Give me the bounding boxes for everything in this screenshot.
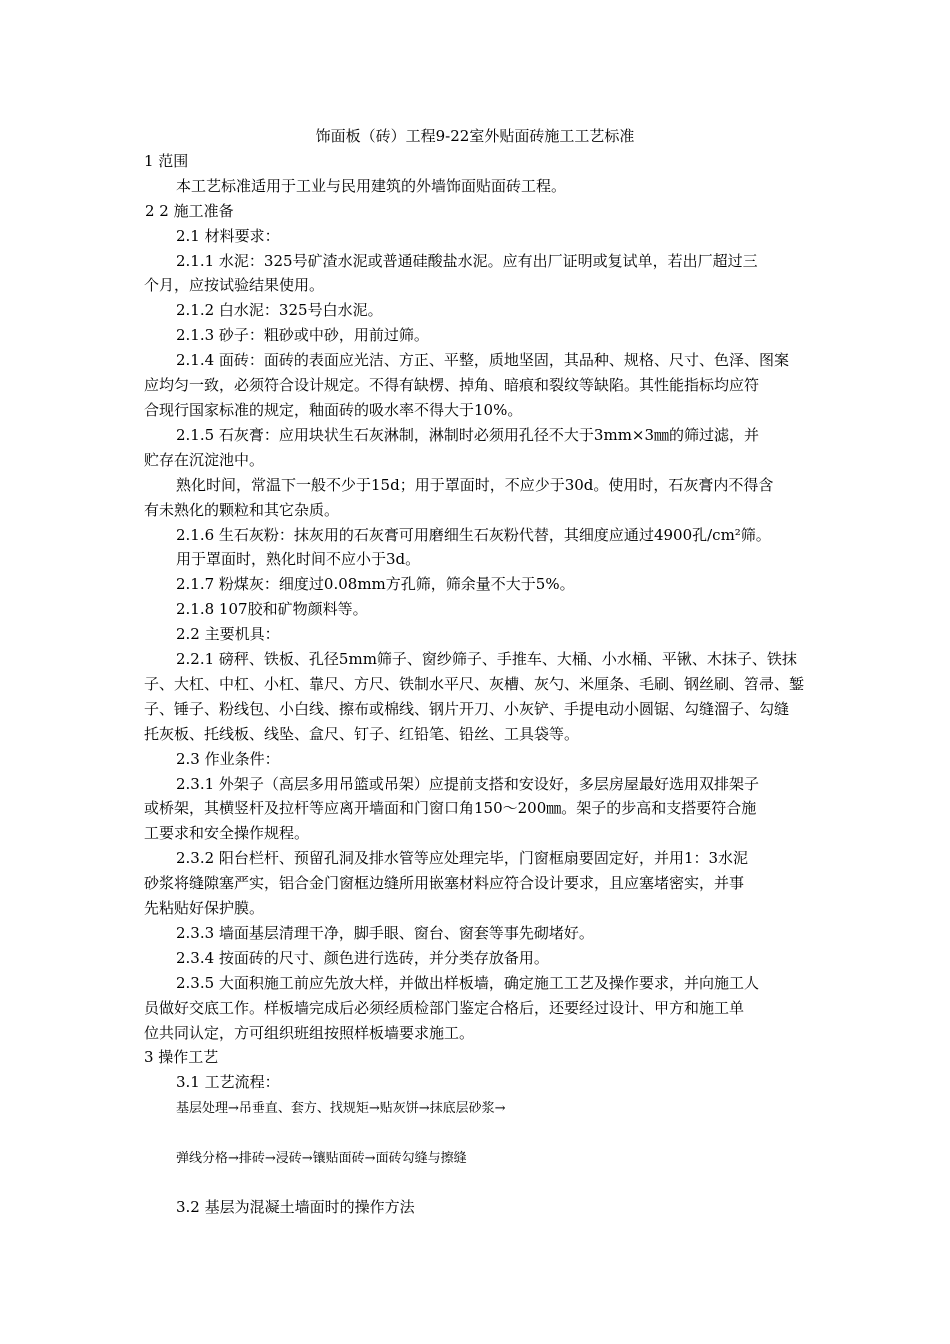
- paragraph-line: 2.1.2 白水泥：325号白水泥。: [176, 301, 383, 319]
- paragraph-line: 2.1.5 石灰膏：应用块状生石灰淋制，淋制时必须用孔径不大于3mm×3㎜的筛过滤，并: [176, 426, 760, 444]
- subsection-heading: 3.1 工艺流程：: [176, 1073, 280, 1091]
- paragraph-line: 或桥架，其横竖杆及拉杆等应离开墙面和门窗口角150～200㎜。架子的步高和支搭要符合施: [144, 799, 757, 817]
- subsection-heading: 2.1 材料要求：: [176, 227, 280, 245]
- paragraph-line: 先粘贴好保护膜。: [144, 899, 265, 917]
- paragraph-line: 熟化时间，常温下一般不少于15d；用于罩面时，不应少于30d。使用时，石灰膏内不得含: [176, 476, 774, 494]
- paragraph-line: 子、大杠、中杠、小杠、靠尺、方尺、铁制水平尺、灰槽、灰勺、米厘条、毛刷、钢丝刷、笤帚、錾: [144, 675, 805, 693]
- paragraph-line: 2.3.5 大面积施工前应先放大样，并做出样板墙，确定施工工艺及操作要求，并向施工人: [176, 974, 759, 992]
- paragraph-line: 2.1.7 粉煤灰：细度过0.08mm方孔筛，筛余量不大于5%。: [176, 575, 575, 593]
- paragraph-line: 2.2.1 磅秤、铁板、孔径5mm筛子、窗纱筛子、手推车、大桶、小水桶、平锹、木抹子、铁抹: [176, 650, 797, 668]
- paragraph-line: 2.3.1 外架子（高层多用吊篮或吊架）应提前支搭和安设好，多层房屋最好选用双排架子: [176, 775, 759, 793]
- paragraph-line: 合现行国家标准的规定，釉面砖的吸水率不得大于10%。: [144, 401, 523, 419]
- subsection-heading: 3.2 基层为混凝土墙面时的操作方法: [176, 1198, 415, 1216]
- document-title: 饰面板（砖）工程9-22室外贴面砖施工工艺标准: [315, 127, 635, 145]
- process-flow-line: 基层处理→吊垂直、套方、找规矩→贴灰饼→抹底层砂浆→: [176, 1101, 506, 1116]
- paragraph-line: 砂浆将缝隙塞严实，铝合金门窗框边缝所用嵌塞材料应符合设计要求，且应塞堵密实，并事: [144, 874, 745, 892]
- paragraph-line: 2.3.3 墙面基层清理干净，脚手眼、窗台、窗套等事先砌堵好。: [176, 924, 594, 942]
- section-heading: 2 2 施工准备: [145, 202, 234, 220]
- process-flow-line: 弹线分格→排砖→浸砖→镶贴面砖→面砖勾缝与擦缝: [176, 1151, 467, 1166]
- paragraph-line: 员做好交底工作。样板墙完成后必须经质检部门鉴定合格后，还要经过设计、甲方和施工单: [144, 999, 745, 1017]
- paragraph-line: 工要求和安全操作规程。: [144, 824, 310, 842]
- subsection-heading: 2.2 主要机具：: [176, 625, 280, 643]
- paragraph-line: 贮存在沉淀池中。: [144, 451, 265, 469]
- paragraph-line: 个月，应按试验结果使用。: [144, 276, 325, 294]
- section-heading: 1 范围: [144, 152, 189, 170]
- paragraph-line: 本工艺标准适用于工业与民用建筑的外墙饰面贴面砖工程。: [176, 177, 567, 195]
- paragraph-line: 2.1.3 砂子：粗砂或中砂，用前过筛。: [176, 326, 429, 344]
- subsection-heading: 2.3 作业条件：: [176, 750, 280, 768]
- paragraph-line: 2.1.8 107胶和矿物颜料等。: [176, 600, 368, 618]
- paragraph-line: 2.3.4 按面砖的尺寸、颜色进行选砖，并分类存放备用。: [176, 949, 549, 967]
- paragraph-line: 用于罩面时，熟化时间不应小于3d。: [176, 550, 421, 568]
- paragraph-line: 有未熟化的颗粒和其它杂质。: [144, 501, 340, 519]
- paragraph-line: 2.1.1 水泥：325号矿渣水泥或普通硅酸盐水泥。应有出厂证明或复试单，若出厂超过三: [176, 252, 758, 270]
- section-heading: 3 操作工艺: [144, 1048, 219, 1066]
- paragraph-line: 位共同认定，方可组织班组按照样板墙要求施工。: [144, 1024, 475, 1042]
- paragraph-line: 2.1.4 面砖：面砖的表面应光洁、方正、平整，质地坚固，其品种、规格、尺寸、色泽、图案: [176, 351, 789, 369]
- paragraph-line: 托灰板、托线板、线坠、盒尺、钉子、红铅笔、铅丝、工具袋等。: [144, 725, 580, 743]
- paragraph-line: 2.3.2 阳台栏杆、预留孔洞及排水管等应处理完毕，门窗框扇要固定好，并用1：3水泥: [176, 849, 749, 867]
- paragraph-line: 子、锤子、粉线包、小白线、擦布或棉线、钢片开刀、小灰铲、手提电动小圆锯、勾缝溜子、勾缝: [144, 700, 790, 718]
- paragraph-line: 应均匀一致，必须符合设计规定。不得有缺楞、掉角、暗痕和裂纹等缺陷。其性能指标均应符: [144, 376, 760, 394]
- paragraph-line: 2.1.6 生石灰粉：抹灰用的石灰膏可用磨细生石灰粉代替，其细度应通过4900孔/cm²筛。: [176, 526, 771, 544]
